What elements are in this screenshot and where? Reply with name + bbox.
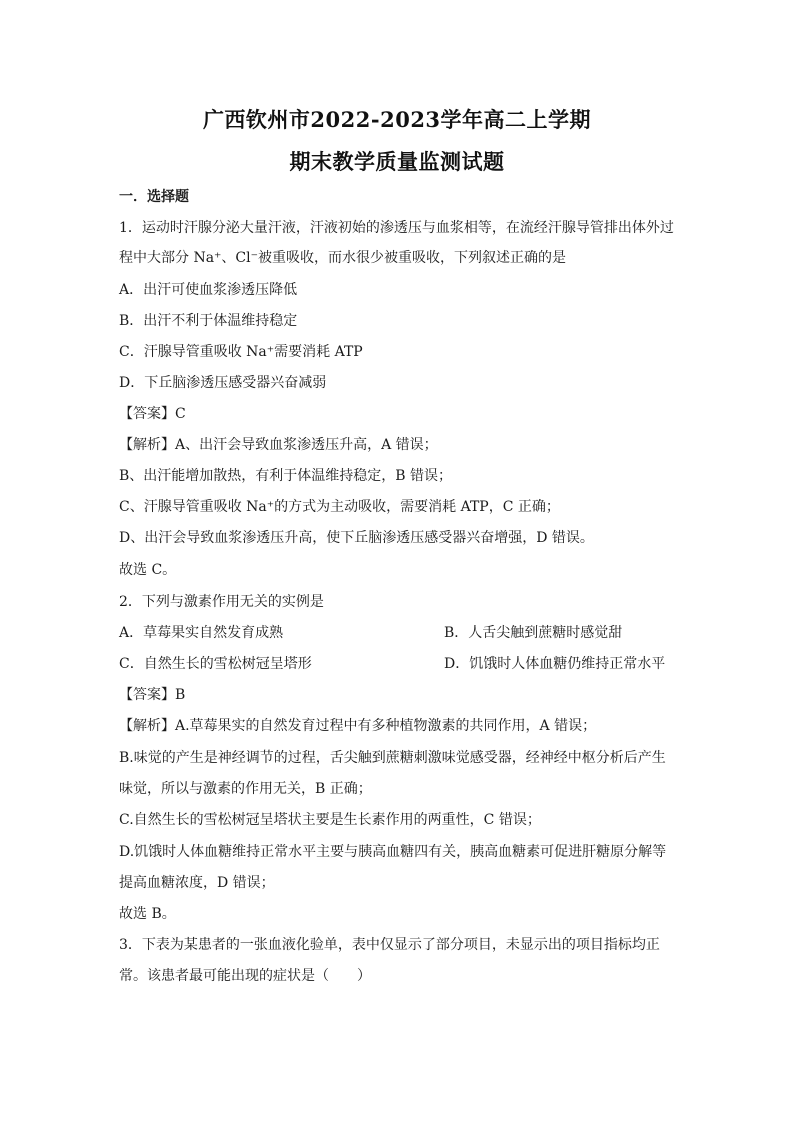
q1-analysis-line: B、出汗能增加散热，有利于体温维持稳定，B 错误； [119, 468, 453, 484]
q3-stem-line2: 常。该患者最可能出现的症状是（ ） [119, 968, 371, 984]
q2-analysis-line: 【解析】A.草莓果实的自然发育过程中有多种植物激素的共同作用，A 错误； [119, 718, 597, 734]
q3-stem-line1: 3．下表为某患者的一张血液化验单，表中仅显示了部分项目，未显示出的项目指标均正 [119, 937, 660, 953]
section-heading: 一．选择题 [119, 189, 189, 205]
q2-option-b: B．人舌尖触到蔗糖时感觉甜 [444, 625, 623, 641]
q2-analysis-line: B.味觉的产生是神经调节的过程，舌尖触到蔗糖刺激味觉感受器，经神经中枢分析后产生 [119, 750, 666, 766]
q2-answer: 【答案】B [119, 687, 186, 703]
q1-option-d: D．下丘脑渗透压感受器兴奋减弱 [119, 375, 327, 391]
q2-analysis-line: 提高血糖浓度，D 错误； [119, 875, 275, 891]
q2-stem: 2．下列与激素作用无关的实例是 [119, 594, 324, 610]
q1-analysis-line: C、汗腺导管重吸收 Na⁺的方式为主动吸收，需要消耗 ATP，C 正确； [119, 499, 560, 515]
document-title-line1: 广西钦州市2022-2023学年高二上学期 [202, 107, 592, 132]
q2-analysis-line: 味觉，所以与激素的作用无关，B 正确； [119, 781, 372, 797]
q2-option-d: D．饥饿时人体血糖仍维持正常水平 [444, 656, 666, 672]
document-title-line2: 期末教学质量监测试题 [289, 149, 505, 174]
q2-analysis-line: C.自然生长的雪松树冠呈塔状主要是生长素作用的两重性，C 错误； [119, 812, 541, 828]
q1-stem-line1: 1．运动时汗腺分泌大量汗液，汗液初始的渗透压与血浆相等，在流经汗腺导管排出体外过 [119, 220, 674, 236]
q1-conclusion: 故选 C。 [119, 562, 177, 578]
q2-conclusion: 故选 B。 [119, 906, 176, 922]
q1-option-c: C．汗腺导管重吸收 Na⁺需要消耗 ATP [119, 344, 363, 360]
q1-option-b: B．出汗不利于体温维持稳定 [119, 313, 298, 329]
q2-option-c: C．自然生长的雪松树冠呈塔形 [119, 656, 312, 672]
q1-analysis-line: 【解析】A、出汗会导致血浆渗透压升高，A 错误； [119, 437, 438, 453]
q1-option-a: A．出汗可使血浆渗透压降低 [119, 282, 298, 298]
q1-stem-line2: 程中大部分 Na⁺、Cl⁻被重吸收，而水很少被重吸收，下列叙述正确的是 [119, 250, 567, 266]
q1-analysis-line: D、出汗会导致血浆渗透压升高，使下丘脑渗透压感受器兴奋增强，D 错误。 [119, 530, 594, 546]
q2-option-a: A．草莓果实自然发育成熟 [119, 625, 284, 641]
q1-answer: 【答案】C [119, 406, 186, 422]
q2-analysis-line: D.饥饿时人体血糖维持正常水平主要与胰高血糖四有关，胰高血糖素可促进肝糖原分解等 [119, 844, 667, 860]
